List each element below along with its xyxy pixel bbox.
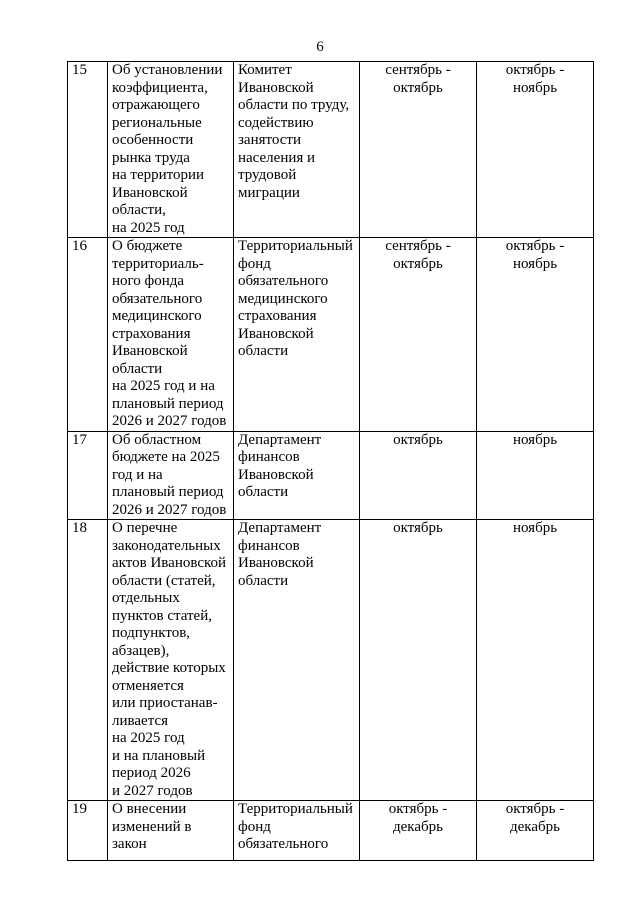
row-number: 15: [68, 62, 108, 238]
bill-title: О перечне законодательных актов Ивановской области (статей, отдельных пунктов статей, подпунктов, абзацев), действие которых отменяется или приостанав- ливается на 2025 год и на плановый период 2026 и 2027 годов: [108, 520, 234, 801]
table-row: [68, 238, 594, 432]
adoption-period: октябрь - ноябрь: [477, 62, 594, 238]
row-number: 18: [68, 520, 108, 801]
introduction-period: октябрь: [360, 520, 477, 801]
row-number: 16: [68, 238, 108, 432]
table-row: [68, 62, 594, 238]
row-number: 17: [68, 431, 108, 520]
introduction-period: сентябрь - октябрь: [360, 238, 477, 432]
adoption-period: октябрь - ноябрь: [477, 238, 594, 432]
responsible-body: Территориальный фонд обязательного медицинского страхования Ивановской области: [234, 238, 360, 432]
adoption-period: октябрь - декабрь: [477, 801, 594, 861]
bill-title: О бюджете территориаль- ного фонда обязательного медицинского страхования Ивановской области на 2025 год и на плановый период 2026 и 2027 годов: [108, 238, 234, 432]
responsible-body: Комитет Ивановской области по труду, содействию занятости населения и трудовой миграции: [234, 62, 360, 238]
adoption-period: ноябрь: [477, 520, 594, 801]
responsible-body: Департамент финансов Ивановской области: [234, 431, 360, 520]
bill-title: Об областном бюджете на 2025 год и на плановый период 2026 и 2027 годов: [108, 431, 234, 520]
introduction-period: октябрь - декабрь: [360, 801, 477, 861]
introduction-period: сентябрь - октябрь: [360, 62, 477, 238]
table-row: [68, 520, 594, 801]
adoption-period: ноябрь: [477, 431, 594, 520]
responsible-body: Департамент финансов Ивановской области: [234, 520, 360, 801]
table-row: [68, 431, 594, 520]
legislative-plan-table: [67, 61, 594, 861]
row-number: 19: [68, 801, 108, 861]
responsible-body: Территориальный фонд обязательного: [234, 801, 360, 861]
introduction-period: октябрь: [360, 431, 477, 520]
table-row: [68, 801, 594, 861]
bill-title: Об установлении коэффициента, отражающего региональные особенности рынка труда на территории Ивановской области, на 2025 год: [108, 62, 234, 238]
page-number: 6: [316, 39, 324, 55]
bill-title: О внесении изменений в закон: [108, 801, 234, 861]
